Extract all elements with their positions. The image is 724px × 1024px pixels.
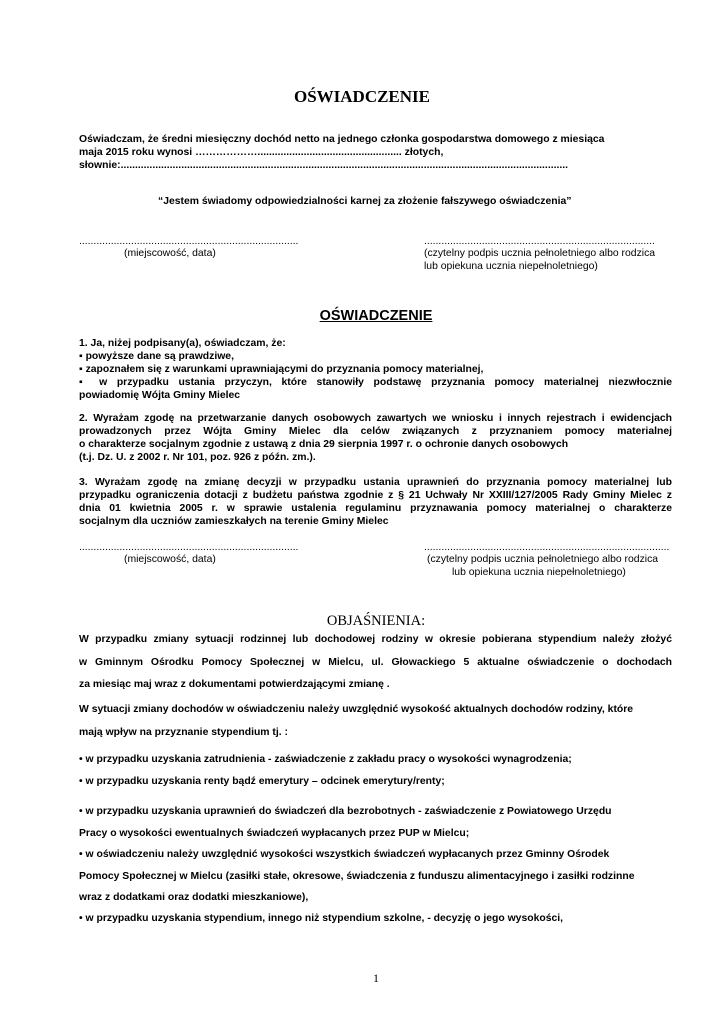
explanations-bullet-3-line-1: • w przypadku uzyskania uprawnień do świadczeń dla bezrobotnych - zaświadczenie z Powiatowego Urzędu	[79, 806, 612, 817]
declaration-title: OŚWIADCZENIE	[319, 308, 433, 324]
declaration-item-3-line-1: 3. Wyrażam zgodę na zmianę decyzji w przypadku ustania uprawnień do przyznania pomocy materialnej lub	[79, 477, 672, 488]
intro-line-1: Oświadczam, że średni miesięczny dochód netto na jednego członka gospodarstwa domowego z miesiąca	[79, 134, 605, 145]
declaration-bullet-3-line-2: powiadomię Wójta Gminy Mielec	[79, 390, 241, 401]
explanations-p1-line-3: za miesiąc maj wraz z dokumentami potwierdzającymi zmianę .	[79, 679, 390, 690]
explanations-bullet-5: • w przypadku uzyskania stypendium, innego niż stypendium szkolne, - decyzję o jego wysokości,	[79, 913, 564, 924]
declaration-bullet-3-line-1: ▪ w przypadku ustania przyczyn, które stanowiły podstawę przyznania pomocy materialnej niezwłocznie	[79, 377, 672, 388]
explanations-bullet-4-line-3: wraz z dodatkami oraz dodatki mieszkaniowe),	[79, 892, 309, 903]
explanations-title: OBJAŚNIENIA:	[326, 613, 426, 629]
declaration-item-1-heading: 1. Ja, niżej podpisany(a), oświadczam, że:	[79, 338, 286, 349]
place-date-dots-2: ............................................................................	[79, 542, 299, 553]
explanations-p1-line-2: w Gminnym Ośrodku Pomocy Społecznej w Mielcu, ul. Głowackiego 5 aktualne oświadczenie o dochodach	[79, 657, 672, 668]
declaration-item-2-line-1: 2. Wyrażam zgodę na przetwarzanie danych osobowych zawartych we wniosku i innych rejestrach i ewidencjach	[79, 413, 672, 424]
declaration-bullet-2: ▪ zapoznałem się z warunkami uprawniającymi do przyznania pomocy materialnej,	[79, 364, 484, 375]
explanations-p1-line-1: W przypadku zmiany sytuacji rodzinnej lub dochodowej rodziny w okresie pobierana stypendium należy złożyć	[79, 634, 672, 645]
declaration-item-3-line-2: przypadku ograniczenia dotacji z budżetu państwa zgodnie z § 21 Uchwały Nr XXIII/127/2005 Rady Gminy Mielec z	[79, 490, 672, 501]
explanations-bullet-3-line-2: Pracy o wysokości ewentualnych świadczeń wypłacanych przez PUP w Mielcu;	[79, 828, 470, 839]
explanations-p2-line-1: W sytuacji zmiany dochodów w oświadczeniu należy uwzględnić wysokość aktualnych dochodów rodziny, które	[79, 704, 634, 715]
signature-caption-1: (czytelny podpis ucznia pełnoletniego albo rodzica	[424, 248, 656, 259]
declaration-item-2-line-2: prowadzonych przez Wójta Gminy Mielec dla celów związanych z przyznaniem pomocy materialnej	[79, 426, 672, 437]
explanations-bullet-4-line-2: Pomocy Społecznej w Mielcu (zasiłki stałe, okresowe, świadczenia z funduszu alimentacyjnego i zasiłki rodzinne	[79, 871, 635, 882]
signature-caption-2: lub opiekuna ucznia niepełnoletniego)	[424, 261, 598, 272]
explanations-p2-line-2: mają wpływ na przyznanie stypendium tj. :	[79, 727, 289, 738]
explanations-bullet-1: • w przypadku uzyskania zatrudnienia - zaświadczenie z zakładu pracy o wysokości wynagrodzenia;	[79, 754, 572, 765]
quote: “Jestem świadomy odpowiedzialności karnej za złożenie fałszywego oświadczenia”	[158, 196, 572, 207]
signature-dots: ................................................................................	[424, 236, 655, 247]
declaration-item-3-line-4: socjalnym dla uczniów zamieszkałych na terenie Gminy Mielec	[79, 516, 389, 527]
header-title: OŚWIADCZENIE	[293, 87, 431, 106]
intro-line-3: słownie:...........................................................................................................................................................	[79, 160, 569, 171]
page-number: 1	[373, 971, 379, 985]
explanations-bullet-4-line-1: • w oświadczeniu należy uwzględnić wysokości wszystkich świadczeń wypłacanych przez Gminny Ośrodek	[79, 849, 610, 860]
place-date-caption-2: (miejscowość, data)	[124, 554, 216, 565]
signature-caption-2-2: lub opiekuna ucznia niepełnoletniego)	[452, 567, 626, 578]
declaration-bullet-1: ▪ powyższe dane są prawdziwe,	[79, 351, 234, 362]
explanations-bullet-2: • w przypadku uzyskania renty bądź emerytury – odcinek emerytury/renty;	[79, 776, 445, 787]
intro-line-2: maja 2015 roku wynosi ……………….................................................. złotych,	[79, 147, 444, 158]
place-date-dots: ............................................................................	[79, 236, 299, 247]
declaration-item-2-line-3: o charakterze socjalnym zgodnie z ustawą z dnia 29 sierpnia 1997 r. o ochronie danych osobowych	[79, 439, 569, 450]
place-date-caption: (miejscowość, data)	[124, 248, 216, 259]
declaration-item-2-line-4: (t.j. Dz. U. z 2002 r. Nr 101, poz. 926 z późn. zm.).	[79, 452, 316, 463]
signature-caption-2-1: (czytelny podpis ucznia pełnoletniego albo rodzica	[427, 554, 659, 565]
declaration-item-3-line-3: dnia 01 kwietnia 2005 r. w sprawie ustalenia regulaminu przyznawania pomocy materialnej o charakterze	[79, 503, 672, 514]
signature-dots-2: .....................................................................................	[424, 542, 670, 553]
